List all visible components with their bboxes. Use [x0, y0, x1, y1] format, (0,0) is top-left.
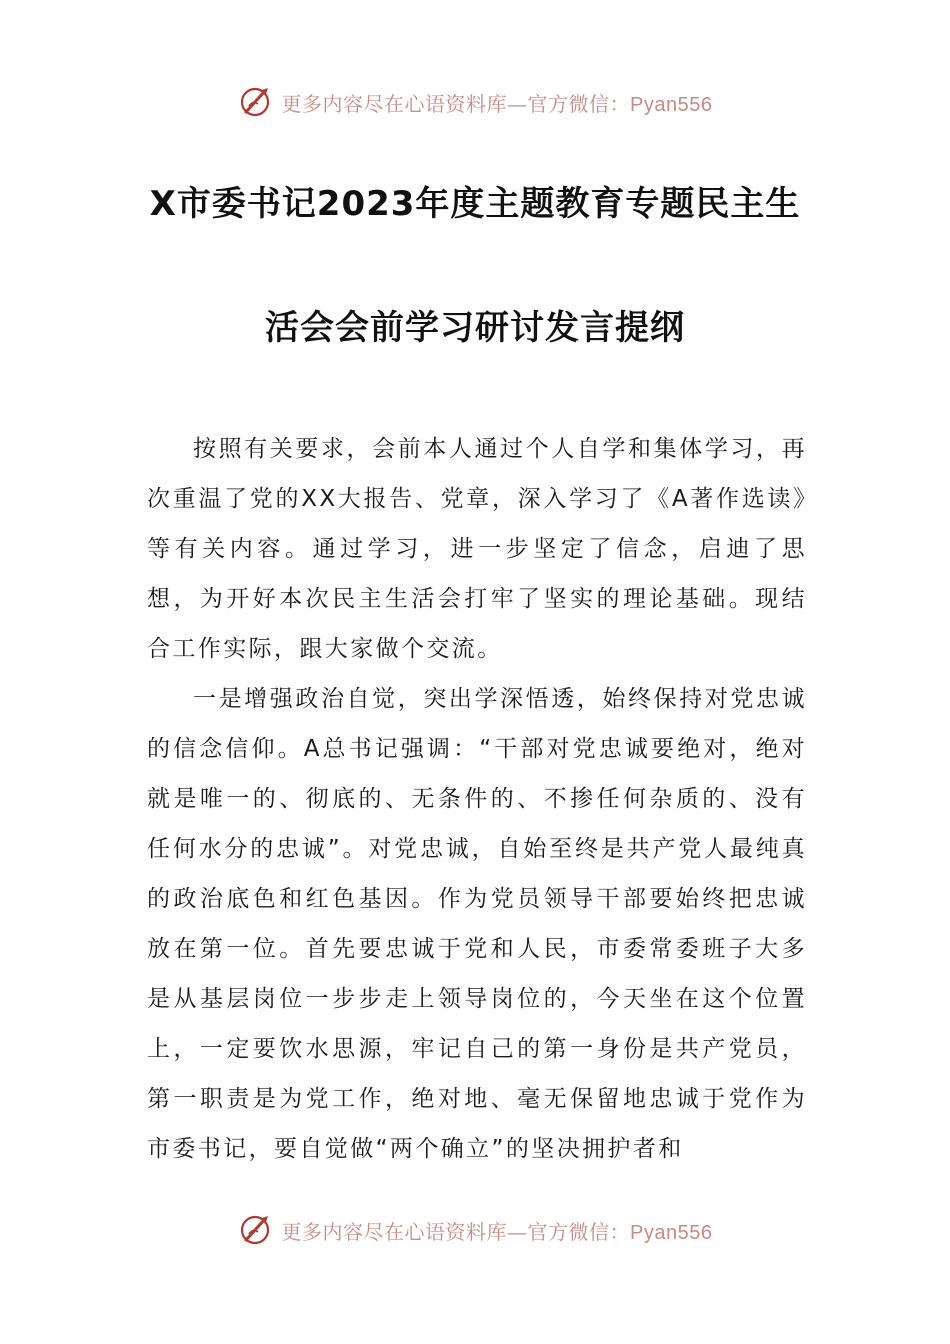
watermark-label: 更多内容尽在心语资料库—官方微信： — [281, 1219, 631, 1244]
paragraph-intro: 按照有关要求，会前本人通过个人自学和集体学习，再次重温了党的XX大报告、党章，深入学习了《A著作选读》等有关内容。通过学习，进一步坚定了信念，启迪了思想，为开好本次民主生活会打牢了坚实的理论基础。现结合工作实际，跟大家做个交流。 — [147, 436, 807, 662]
document-body — [147, 424, 807, 1174]
document-title-line-2: 活会会前学习研讨发言提纲 — [265, 308, 685, 348]
pen-logo-icon — [238, 84, 274, 120]
watermark-text — [282, 88, 713, 117]
paragraph-point-one: 一是增强政治自觉，突出学深悟透，始终保持对党忠诚的信念信仰。A总书记强调：“干部对党忠诚要绝对，绝对就是唯一的、彻底的、无条件的、不掺任何杂质的、没有任何水分的忠诚”。对党忠诚，自始至终是共产党人最纯真的政治底色和红色基因。作为党员领导干部要始终把忠诚放在第一位。首先要忠诚于党和人民，市委常委班子大多是从基层岗位一步步走上领导岗位的，今天坐在这个位置上，一定要饮水思源，牢记自己的第一身份是共产党员，第一职责是为党工作，绝对地、毫无保留地忠诚于党作为市委书记，要自觉做“两个确立”的坚决拥护者和 — [147, 686, 807, 1162]
wechat-id: Pyan556 — [630, 1221, 713, 1244]
wechat-id: Pyan556 — [630, 93, 713, 116]
document-title-line-1: X市委书记2023年度主题教育专题民主生 — [149, 184, 801, 224]
watermark-banner-top — [0, 82, 950, 122]
watermark-text — [282, 1216, 713, 1245]
pen-logo-icon — [238, 1212, 274, 1248]
watermark-banner-bottom — [0, 1210, 950, 1250]
watermark-label: 更多内容尽在心语资料库—官方微信： — [281, 91, 631, 116]
